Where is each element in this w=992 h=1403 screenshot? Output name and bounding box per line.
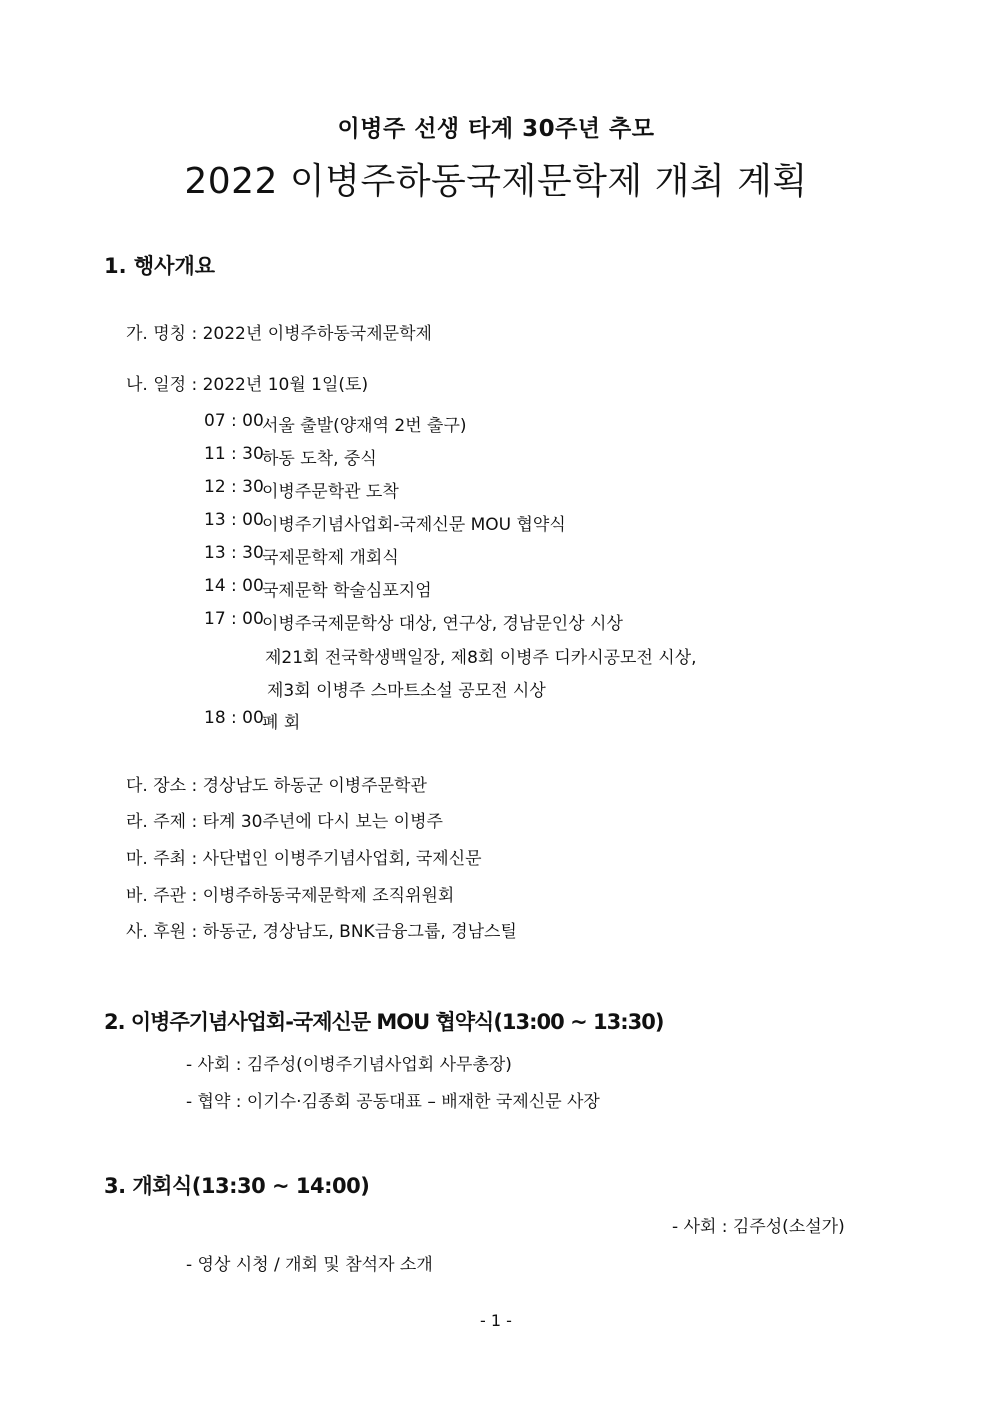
schedule-time: 13 : 00 <box>204 510 264 530</box>
schedule-time: 07 : 00 <box>204 411 264 431</box>
schedule-time: 14 : 00 <box>204 576 264 596</box>
schedule-desc: 폐 회 <box>262 713 301 733</box>
item-theme: 라. 주제 : 타계 30주년에 다시 보는 이병주 <box>126 812 443 832</box>
section3-heading: 3. 개회식(13:30 ~ 14:00) <box>104 1174 370 1198</box>
section2-heading: 2. 이병주기념사업회-국제신문 MOU 협약식(13:00 ~ 13:30) <box>104 1010 664 1034</box>
item-organizer: 바. 주관 : 이병주하동국제문학제 조직위원회 <box>126 886 455 906</box>
item-sponsor: 사. 후원 : 하동군, 경상남도, BNK금융그룹, 경남스틸 <box>126 922 517 942</box>
schedule-continuation: 제21회 전국학생백일장, 제8회 이병주 디카시공모전 시상, <box>265 648 697 668</box>
schedule-time: 13 : 30 <box>204 543 264 563</box>
item-venue: 다. 장소 : 경상남도 하동군 이병주문학관 <box>126 776 427 796</box>
schedule-time: 12 : 30 <box>204 477 264 497</box>
item-date: 나. 일정 : 2022년 10월 1일(토) <box>126 375 369 395</box>
schedule-desc: 이병주기념사업회-국제신문 MOU 협약식 <box>262 515 566 535</box>
section1-heading: 1. 행사개요 <box>104 254 216 278</box>
schedule-time: 17 : 00 <box>204 609 264 629</box>
schedule-time: 11 : 30 <box>204 444 264 464</box>
item-name: 가. 명칭 : 2022년 이병주하동국제문학제 <box>126 324 432 344</box>
schedule-desc: 이병주국제문학상 대상, 연구상, 경남문인상 시상 <box>262 614 623 634</box>
schedule-desc: 국제문학 학술심포지엄 <box>262 581 432 601</box>
document-title: 2022 이병주하동국제문학제 개최 계획 <box>184 161 808 202</box>
section2-line: - 협약 : 이기수·김종회 공동대표 – 배재한 국제신문 사장 <box>186 1092 600 1112</box>
schedule-time: 18 : 00 <box>204 708 264 728</box>
page-number: - 1 - <box>480 1311 512 1330</box>
schedule-desc: 국제문학제 개회식 <box>262 548 399 568</box>
schedule-desc: 서울 출발(양재역 2번 출구) <box>262 416 467 436</box>
item-host: 마. 주최 : 사단법인 이병주기념사업회, 국제신문 <box>126 849 482 869</box>
document-subtitle: 이병주 선생 타계 30주년 추모 <box>337 116 655 142</box>
schedule-desc: 이병주문학관 도착 <box>262 482 399 502</box>
schedule-continuation: 제3회 이병주 스마트소설 공모전 시상 <box>267 681 546 701</box>
section3-line: - 영상 시청 / 개회 및 참석자 소개 <box>186 1255 433 1275</box>
section2-line: - 사회 : 김주성(이병주기념사업회 사무총장) <box>186 1055 512 1075</box>
section3-host: - 사회 : 김주성(소설가) <box>672 1217 845 1237</box>
schedule-desc: 하동 도착, 중식 <box>262 449 377 469</box>
